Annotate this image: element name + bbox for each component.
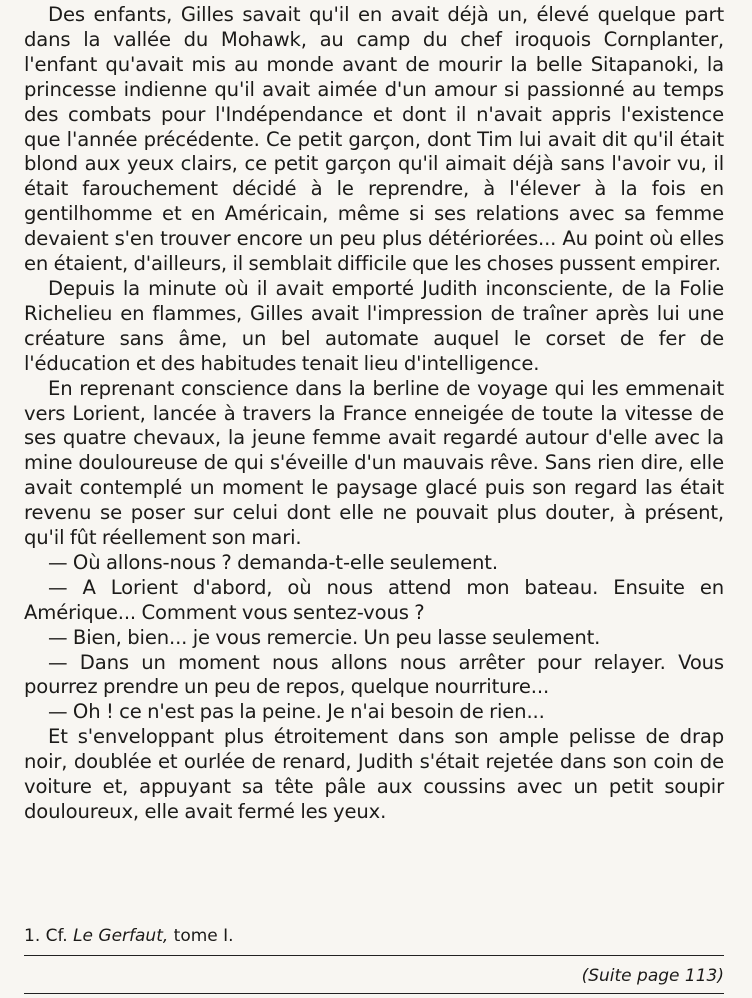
bottom-rule <box>24 993 724 994</box>
divider-rule <box>24 955 724 956</box>
book-page <box>24 0 724 998</box>
footnote-prefix: 1. Cf. <box>24 926 74 946</box>
body-text <box>24 3 724 825</box>
footnote-title: Le Gerfaut, <box>73 926 169 946</box>
footnote-suffix: tome I. <box>168 926 234 946</box>
paragraph: Et s'enveloppant plus étroitement dans son ample pelisse de drap noir, doublée et ourlée de renard, Judith s'était rejetée dans son coin de voiture et, appuyant sa tête pâle aux coussins avec un petit soupir douloureux, elle avait fermé les yeux. <box>24 725 724 823</box>
dialogue-line: — A Lorient d'abord, où nous attend mon bateau. Ensuite en Amérique... Comment vous sentez-vous ? <box>24 575 724 624</box>
footnote <box>24 925 234 947</box>
dialogue-line: — Dans un moment nous allons nous arrêter pour relayer. Vous pourrez prendre un peu de repos, quelque nourriture... <box>24 650 724 699</box>
paragraph: Des enfants, Gilles savait qu'il en avait déjà un, élevé quelque part dans la vallée du Mohawk, au camp du chef iroquois Cornplanter, l'enfant qu'avait mis au monde avant de mourir la belle Sitapanoki, la princesse indienne qu'il avait aimée d'un amour si passionné au temps des combats pour l'Indépendance et dont il n'avait appris l'existence que l'année précédente. Ce petit garçon, dont Tim lui avait dit qu'il était blond aux yeux clairs, ce petit garçon qu'il aimait déjà sans l'avoir vu, il était farouchement décidé à le reprendre, à l'élever à la fois en gentilhomme et en Américain, même si ses relations avec sa femme devaient s'en trouver encore un peu plus détériorées... Au point où elles en étaient, d'ailleurs, il semblait difficile que les choses pussent empirer. <box>24 3 724 276</box>
dialogue-line: — Où allons-nous ? demanda-t-elle seulement. <box>48 550 498 574</box>
continuation-note: (Suite page 113) <box>581 966 724 986</box>
dialogue-line: — Bien, bien... je vous remercie. Un peu lasse seulement. <box>48 625 601 649</box>
dialogue-line: — Oh ! ce n'est pas la peine. Je n'ai besoin de rien... <box>48 700 545 724</box>
paragraph: Depuis la minute où il avait emporté Judith inconsciente, de la Folie Richelieu en flammes, Gilles avait l'impression de traîner après lui une créature sans âme, un bel automate auquel le corset de fer de l'éducation et des habitudes tenait lieu d'intelligence. <box>24 276 724 375</box>
paragraph: En reprenant conscience dans la berline de voyage qui les emmenait vers Lorient, lancée à travers la France enneigée de toute la vitesse de ses quatre chevaux, la jeune femme avait regardé autour d'elle avec la mine douloureuse de qui s'éveille d'un mauvais rêve. Sans rien dire, elle avait contemplé un moment le paysage glacé puis son regard las était revenu se poser sur celui dont elle ne pouvait plus douter, à présent, qu'il fût réellement son mari. <box>24 376 724 550</box>
